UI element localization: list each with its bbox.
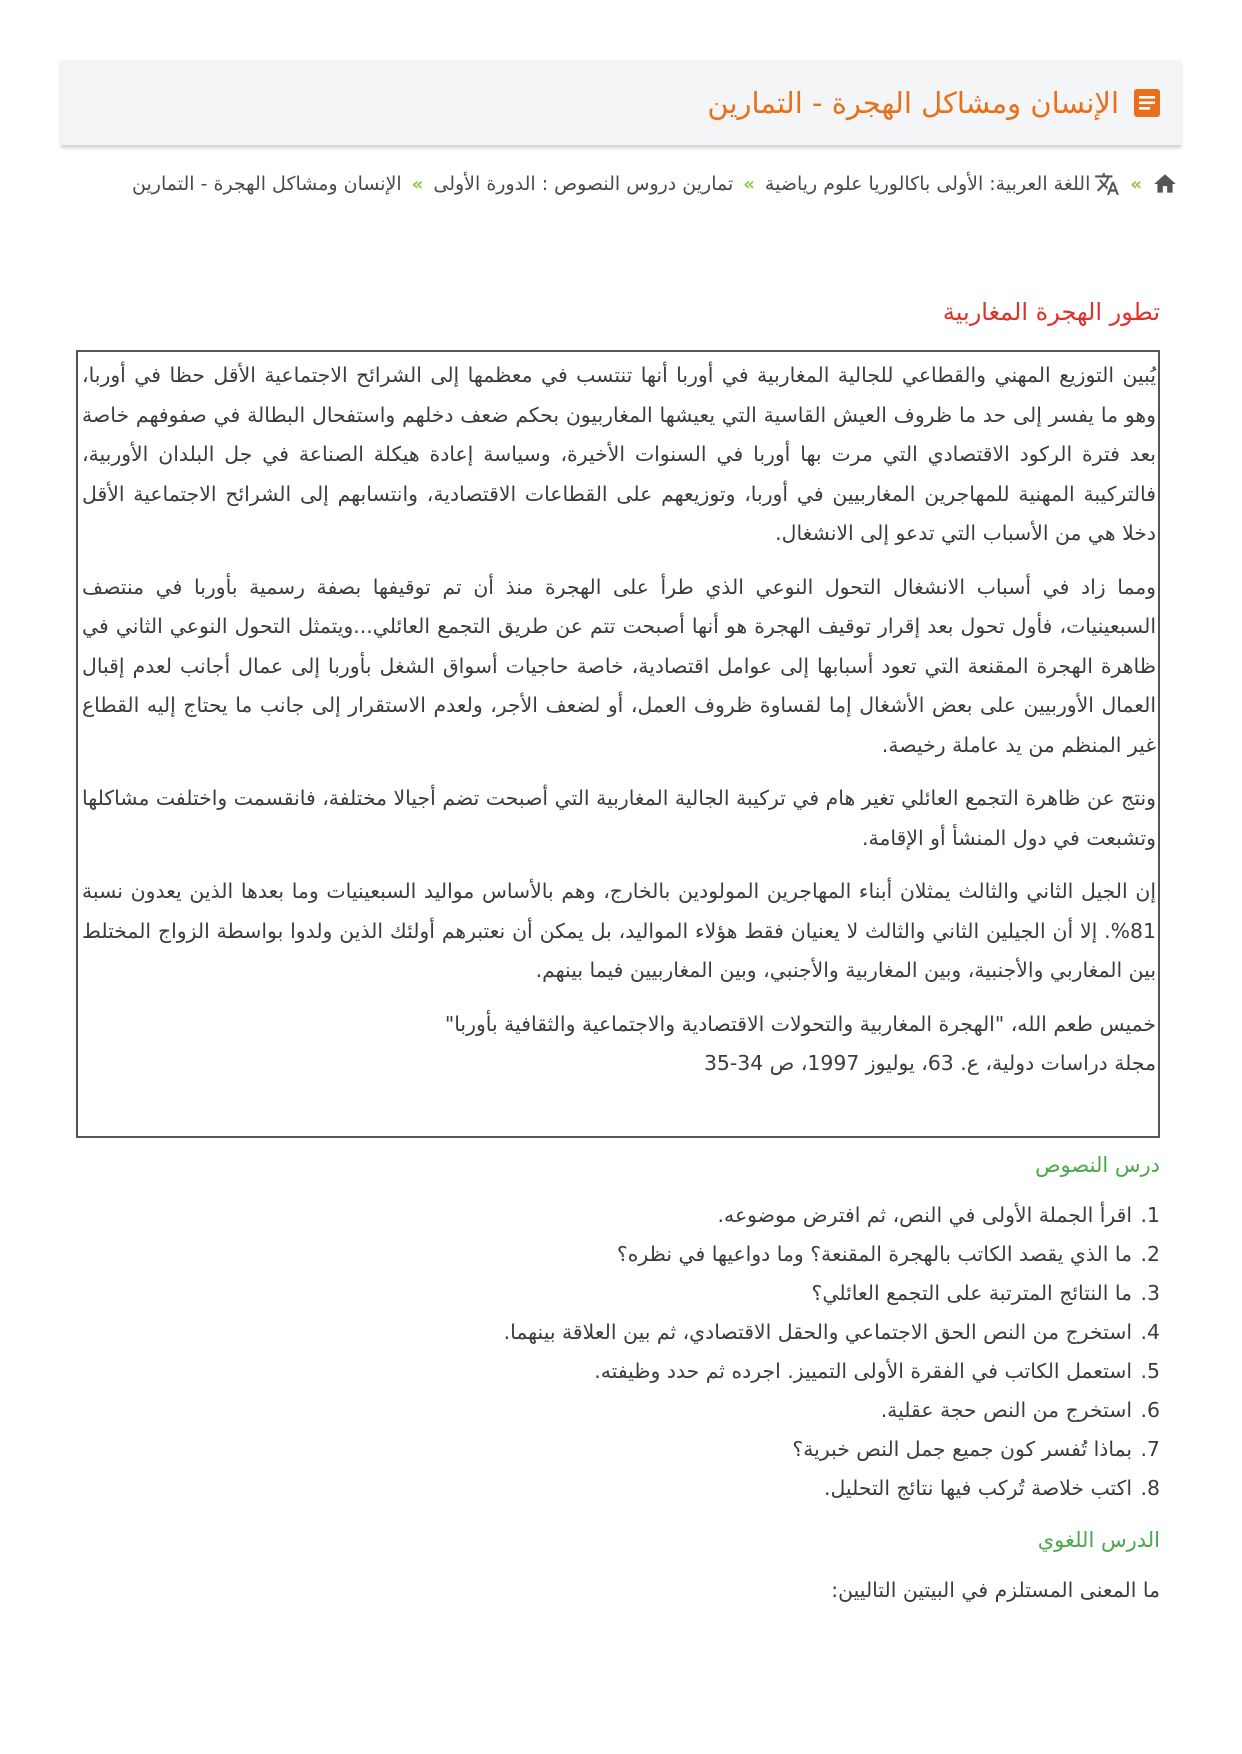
text-paragraph: ومما زاد في أسباب الانشغال التحول النوعي الذي طرأ على الهجرة منذ أن تم توقيفها بصفة رسمية بأوربا في منتصف السبعينيات، فأول تحول بعد إقرار توقيف الهجرة هو أنها أصبحت تتم عن طريق التجمع العائلي...ويتمثل التحول النوعي الثاني في ظاهرة الهجرة المقنعة التي تعود أسبابها إلى عوامل اقتصادية، خاصة حاجيات أسواق الشغل بأوربا إلى عمال أجانب لعدم إقبال العمال الأوربيين على بعض الأشغال إما لقساوة ظروف العمل، أو لضعف الأجر، ولعدم الاستقرار إلى جانب ما يحتاج إليه القطاع غير المنظم من يد عاملة رخيصة. bbox=[82, 574, 1156, 757]
question-number: 1. bbox=[1140, 1203, 1160, 1227]
breadcrumb-separator: » bbox=[1130, 173, 1142, 195]
question-text: اقرأ الجملة الأولى في النص، ثم افترض موضوعه. bbox=[717, 1203, 1133, 1227]
header-bar bbox=[61, 60, 1181, 146]
citation-line: خميس طعم الله، "الهجرة المغاربية والتحولات الاقتصادية والاجتماعية والثقافية بأوربا" bbox=[444, 1011, 1156, 1036]
text-paragraph: يُبين التوزيع المهني والقطاعي للجالية المغاربية في أوربا أنها تنتسب في معظمها إلى الشرائح الاجتماعية الأقل حظا في أوربا، وهو ما يفسر إلى حد ما ظروف العيش القاسية التي يعيشها المغاربيون بحكم ضعف دخلهم واستفحال البطالة في صفوفهم خاصة بعد فترة الركود الاقتصادي التي مرت بها أوربا في السنوات الأخيرة، وسياسة إعادة هيكلة الصناعة في جل البلدان الأوربية، فالتركيبة المهنية للمهاجرين المغاربيين في أوربا، وتوزيعهم على القطاعات الاقتصادية، وانتسابهم إلى الشرائح الاجتماعية الأقل دخلا هي من الأسباب التي تدعو إلى الانشغال. bbox=[82, 363, 1156, 545]
header-inner bbox=[707, 60, 1161, 146]
question-text: ما الذي يقصد الكاتب بالهجرة المقنعة؟ وما دواعيها في نظره؟ bbox=[616, 1242, 1133, 1266]
question-text: بماذا تُفسر كون جميع جمل النص خبرية؟ bbox=[792, 1437, 1133, 1461]
question-number: 7. bbox=[1140, 1437, 1160, 1461]
question-text: استخرج من النص حجة عقلية. bbox=[880, 1398, 1133, 1422]
page-title: الإنسان ومشاكل الهجرة - التمارين bbox=[707, 86, 1119, 120]
citation-line: مجلة دراسات دولية، ع. 63، يوليوز 1997، ص 34-35 bbox=[703, 1051, 1156, 1075]
language-lesson-question: ما المعنى المستلزم في البيتين التاليين: bbox=[831, 1578, 1160, 1602]
questions-list bbox=[360, 1196, 1160, 1508]
text-title: تطور الهجرة المغاربية bbox=[942, 298, 1160, 326]
breadcrumb-item-current: الإنسان ومشاكل الهجرة - التمارين bbox=[132, 173, 402, 195]
question-text: استعمل الكاتب في الفقرة الأولى التمييز. اجرده ثم حدد وظيفته. bbox=[594, 1359, 1133, 1383]
question-number: 2. bbox=[1140, 1242, 1160, 1266]
question-number: 5. bbox=[1140, 1359, 1160, 1383]
text-paragraph: إن الجيل الثاني والثالث يمثلان أبناء المهاجرين المولودين بالخارج، وهم بالأساس مواليد السبعينيات وما بعدها الذين يعدون نسبة 81%. إلا أن الجيلين الثاني والثالث لا يعنيان فقط هؤلاء المواليد، بل يمكن أن نعتبرهم أولئك الذين ولدوا بواسطة الزواج المختلط بين المغاربي والأجنبية، وبين المغاربية والأجنبي، وبين المغاربيين فيما بينهم. bbox=[82, 879, 1156, 982]
question-item bbox=[360, 1469, 1160, 1508]
question-item bbox=[360, 1274, 1160, 1313]
question-text: اكتب خلاصة تُركب فيها نتائج التحليل. bbox=[824, 1476, 1133, 1500]
question-item bbox=[360, 1391, 1160, 1430]
breadcrumb bbox=[132, 166, 1178, 202]
question-item bbox=[360, 1235, 1160, 1274]
question-item bbox=[360, 1352, 1160, 1391]
question-number: 3. bbox=[1140, 1281, 1160, 1305]
breadcrumb-item-exercises[interactable]: تمارين دروس النصوص : الدورة الأولى bbox=[433, 173, 734, 195]
translate-icon bbox=[1094, 171, 1120, 197]
question-text: استخرج من النص الحق الاجتماعي والحقل الاقتصادي، ثم بين العلاقة بينهما. bbox=[503, 1320, 1133, 1344]
language-lesson-heading: الدرس اللغوي bbox=[1037, 1528, 1160, 1552]
breadcrumb-item-subject[interactable]: اللغة العربية: الأولى باكالوريا علوم رياضية bbox=[764, 173, 1091, 195]
home-icon[interactable] bbox=[1152, 171, 1178, 197]
question-number: 8. bbox=[1140, 1476, 1160, 1500]
document-icon bbox=[1133, 88, 1161, 118]
question-text: ما النتائج المترتبة على التجمع العائلي؟ bbox=[811, 1281, 1133, 1305]
question-item bbox=[360, 1196, 1160, 1235]
breadcrumb-separator: » bbox=[743, 173, 755, 195]
question-item bbox=[360, 1313, 1160, 1352]
texts-lesson-heading: درس النصوص bbox=[1035, 1153, 1160, 1177]
question-number: 4. bbox=[1140, 1320, 1160, 1344]
question-item bbox=[360, 1430, 1160, 1469]
question-number: 6. bbox=[1140, 1398, 1160, 1422]
text-paragraph: ونتج عن ظاهرة التجمع العائلي تغير هام في تركيبة الجالية المغاربية التي أصبحت تضم أجيالا مختلفة، فانقسمت واختلفت مشاكلها وتشبعت في دول المنشأ أو الإقامة. bbox=[82, 786, 1156, 850]
breadcrumb-separator: » bbox=[411, 173, 424, 195]
text-box bbox=[76, 350, 1160, 1138]
